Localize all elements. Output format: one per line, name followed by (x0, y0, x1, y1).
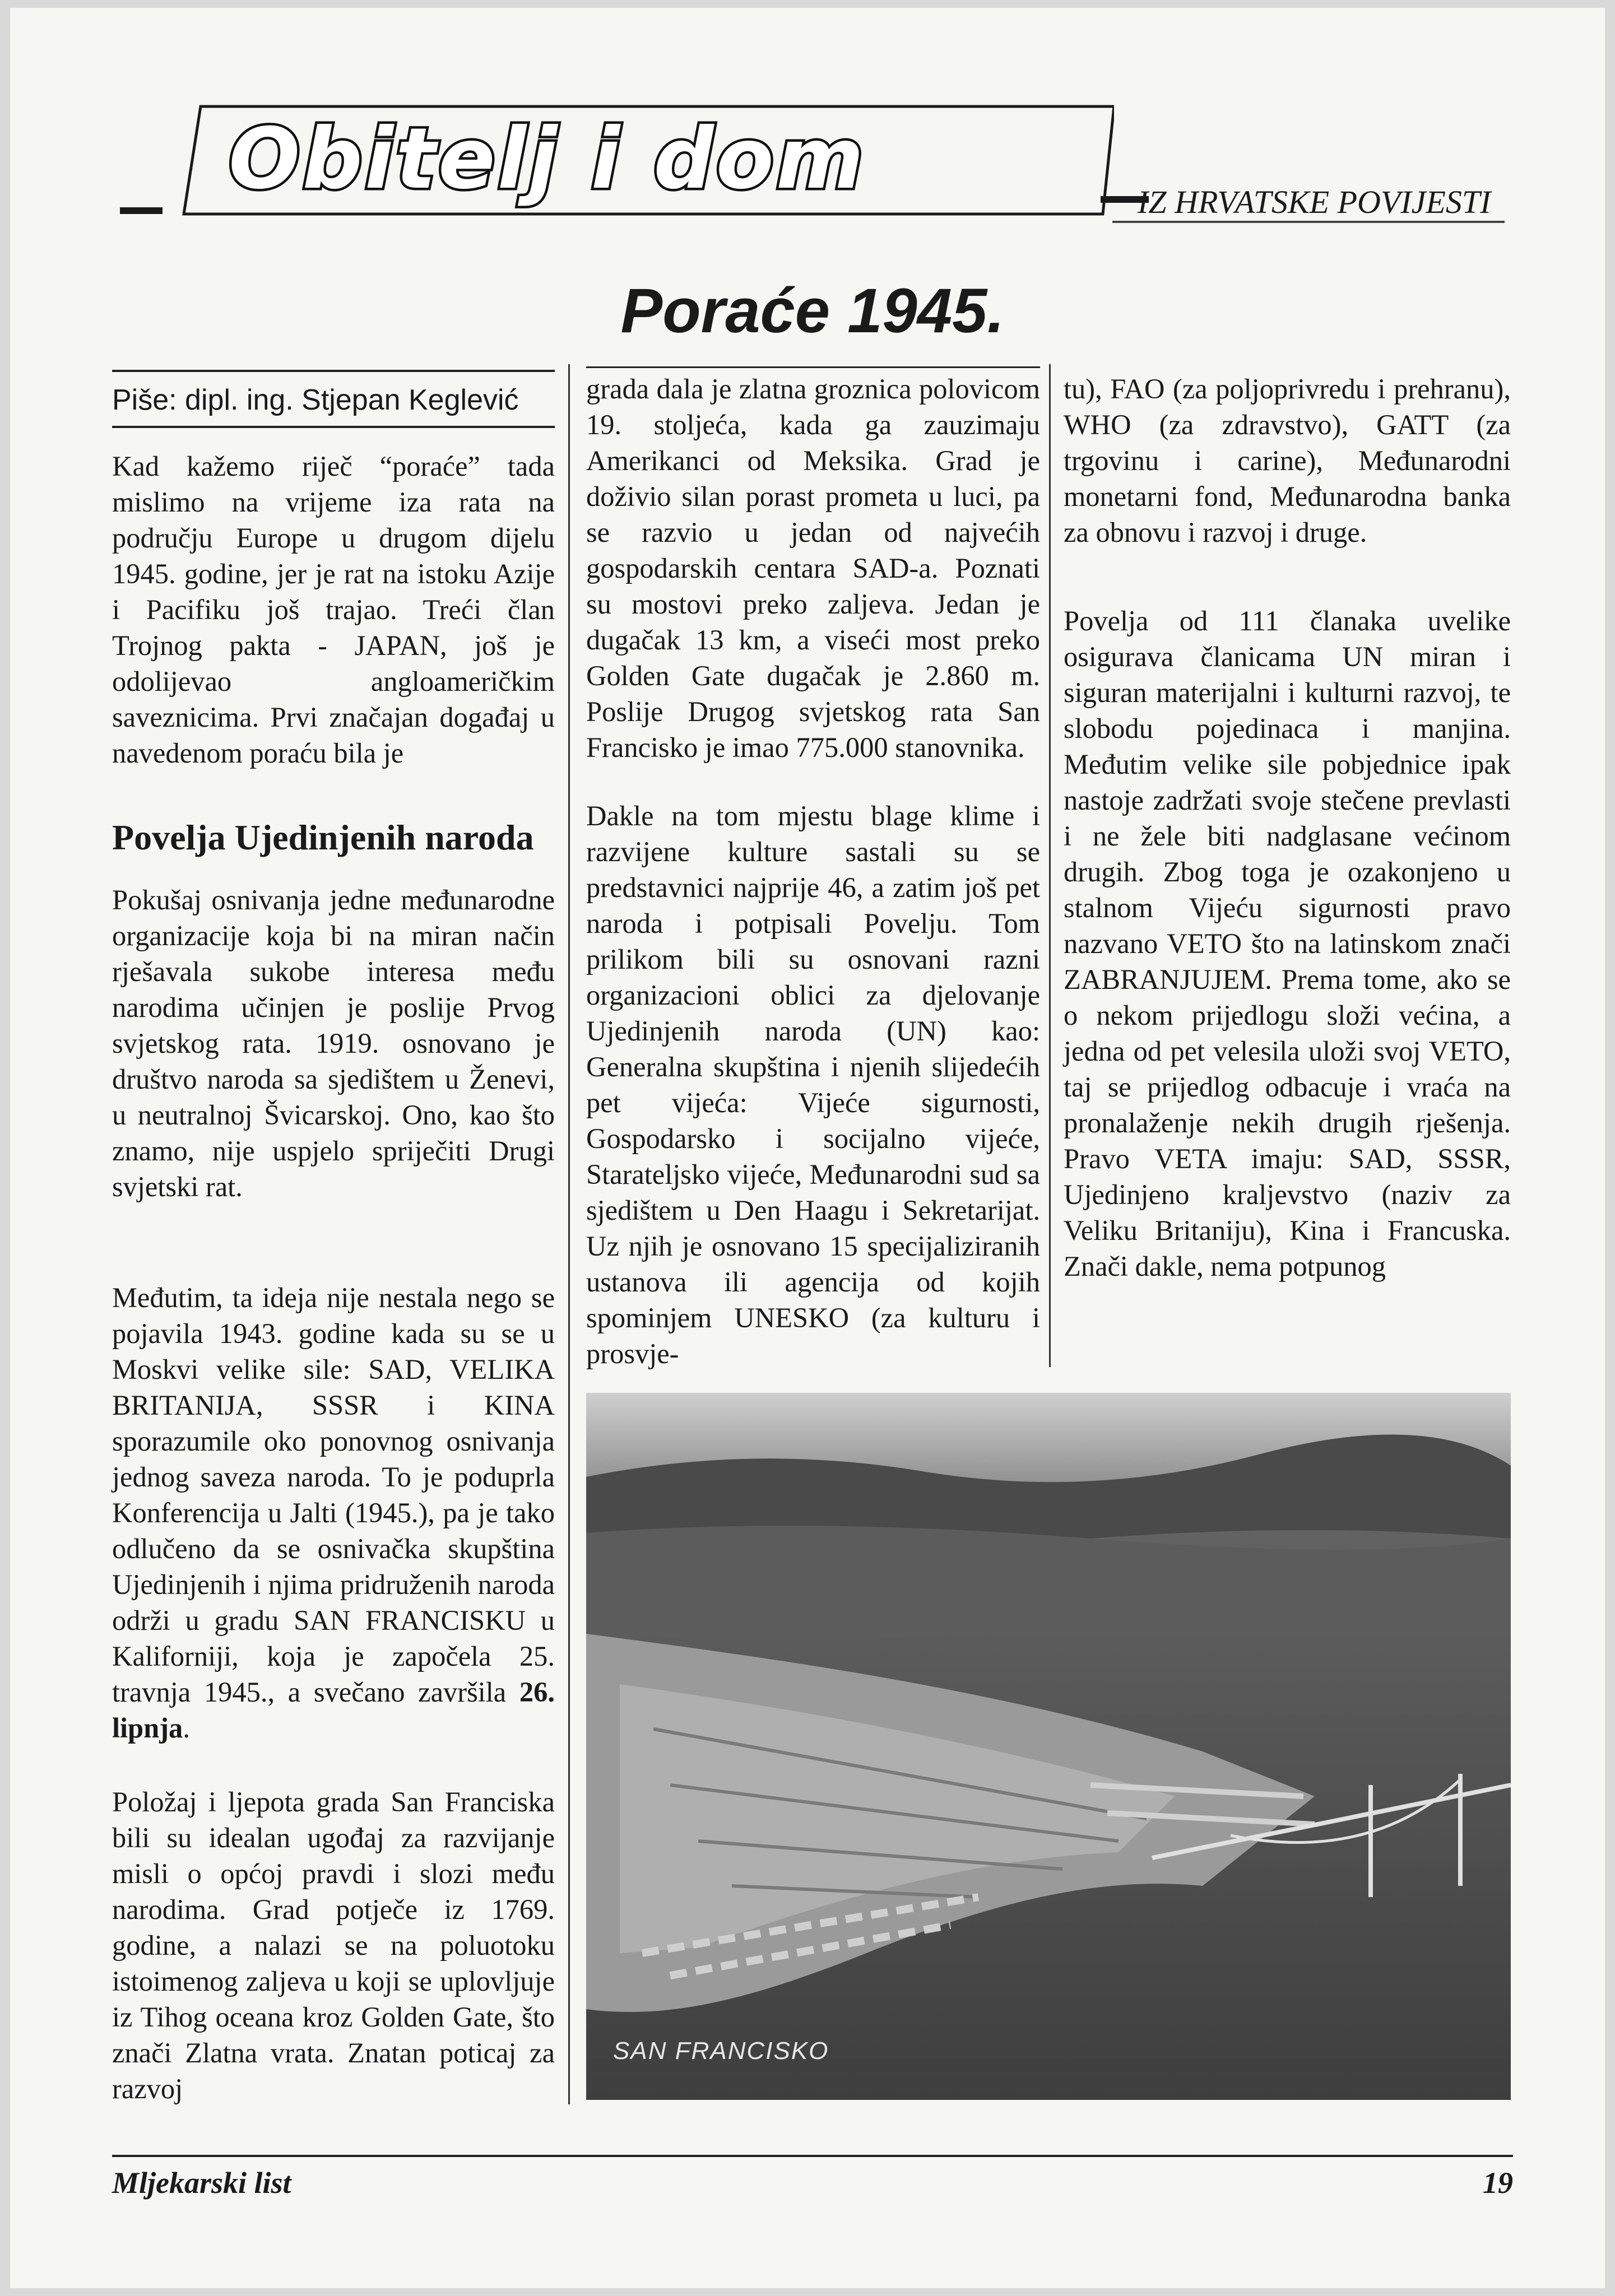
col2-paragraph-2: Dakle na tom mjestu blage klime i razvijene kulture sastali su se predstavnici najprije 46, a zatim još pet naroda i potpisali Povelju. Tom prilikom bili su osnovani razni organizacioni oblici za djelovanje Ujedinjenih naroda (UN) kao: Generalna skupština i njenih slijedećih pet vijeća: Vijeće sigurnosti, Gospodarsko i socijalno vijeće, Starateljsko vijeće, Međunarodni sud sa sjedištem u Den Haagu i Sekretarijat. Uz njih je osnovano 15 specijaliziranih ustanova ili agencija od kojih spominjem UNESKO (za kulturu i prosvje- (586, 800, 1040, 1369)
footer-rule (112, 2155, 1513, 2157)
banner (150, 104, 1114, 216)
column-rule-2 (1049, 364, 1051, 1367)
column-rule-1 (568, 364, 570, 2104)
photo-caption: SAN FRANCISKO (613, 2037, 829, 2065)
col1-paragraph-3-bold: 26. lipnja (112, 1676, 555, 1744)
col3-paragraph-2: Povelja od 111 članaka uvelike osigurava članicama UN miran i siguran materijalni i kulturni razvoj, te slobodu pojedinaca i manjina. Međutim velike sile pobjednice ipak nastoje zadržati svoje stečene prevlasti i ne žele biti nadglasane većinom drugih. Zbog toga je ozakonjeno u stalnom Vijeću sigurnosti pravo nazvano VETO što na latinskom znači ZABRANJUJEM. Prema tome, ako se o nekom prijedlogu složi većina, a jedna od pet velesila uloži svoj VETO, taj se prijedlog odbacuje i vraća na pronalaženje nekih drugih rješenja. Pravo VETA imaju: SAD, SSSR, Ujedinjeno kraljevstvo (naziv za Veliku Britaniju), Kina i Francuska. Znači dakle, nema potpunog (1064, 605, 1511, 1282)
footer-publication: Mljekarski list (112, 2166, 291, 2200)
aerial-city-illustration (586, 1393, 1511, 2100)
col1-paragraph-2: Pokušaj osnivanja jedne međunarodne organizacije koja bi na miran način rješavala sukobe interesa među narodima učinjen je poslije Prvog svjetskog rata. 1919. osnovano je društvo naroda sa sjedištem u Ženevi, u neutralnoj Švicarskoj. Ono, kao što znamo, nije uspjelo spriječiti Drugi svjetski rat. (112, 884, 555, 1202)
article-title: Poraće 1945. (620, 276, 1005, 346)
header-rule-under (1112, 221, 1505, 223)
col1-paragraph-1: Kad kažemo riječ “poraće” tada mislimo na vrijeme iza rata na području Europe u drugom dijelu 1945. godine, jer je rat na istoku Azije i Pacifiku još trajao. Treći član Trojnog pakta - JAPAN, još je odolijevao angloameričkim saveznicima. Prvi značajan događaj u navedenom poraću bila je (112, 450, 555, 769)
col2-paragraph-1: grada dala je zlatna groznica polovicom 19. stoljeća, kada ga zauzimaju Amerikanci od Meksika. Grad je doživio silan porast prometa u luci, pa se razvio u jedan od najvećih gospodarskih centara SAD-a. Poznati su mostovi preko zaljeva. Jedan je dugačak 13 km, a viseći most preko Golden Gate dugačak je 2.860 m. Poslije Drugog svjetskog rata San Francisko je imao 775.000 stanovnika. (586, 373, 1040, 763)
byline-rule-top (112, 370, 555, 372)
col1-paragraph-4: Položaj i ljepota grada San Franciska bili su idealan ugođaj za razvijanje misli o općoj pravdi i slozi među narodima. Grad potječe iz 1769. godine, a nalazi se na poluotoku istoimenog zaljeva u koji se uplovljuje iz Tihog oceana kroz Golden Gate, što znači Zlatna vrata. Znatan poticaj za razvoj (112, 1786, 555, 2104)
banner-title: Obitelj i dom (229, 110, 866, 208)
col1-paragraph-3-text: Međutim, ta ideja nije nestala nego se pojavila 1943. godine kada su se u Moskvi velike sile: SAD, VELIKA BRITANIJA, SSSR i KINA sporazumile oko ponovnog osnivanja jednog saveza naroda. To je poduprla Konferencija u Jalti (1945.), pa je tako odlučeno da se osnivačka skupština Ujedinjenih i njima pridruženih naroda održi u gradu SAN FRANCISKU u Kaliforniji, koja je započela 25. travnja 1945., a svečano završila (112, 1282, 555, 1708)
col1-paragraph-3-end: . (183, 1712, 190, 1744)
col3-paragraph-1: tu), FAO (za poljoprivredu i prehranu), WHO (za zdravstvo), GATT (za trgovinu i carine), Međunarodni monetarni fond, Međunarodna banka za obnovu i razvoj i druge. (1064, 373, 1511, 548)
page-number: 19 (1483, 2166, 1513, 2200)
byline: Piše: dipl. ing. Stjepan Keglević (112, 384, 519, 416)
subheading: Povelja Ujedinjenih naroda (112, 817, 534, 857)
col1-paragraph-3 (112, 1280, 555, 1746)
san-francisco-photo (586, 1393, 1511, 2100)
byline-rule-bottom (112, 426, 555, 428)
section-label: IZ HRVATSKE POVIJESTI (1138, 184, 1491, 220)
col2-rule-top (586, 366, 1040, 368)
